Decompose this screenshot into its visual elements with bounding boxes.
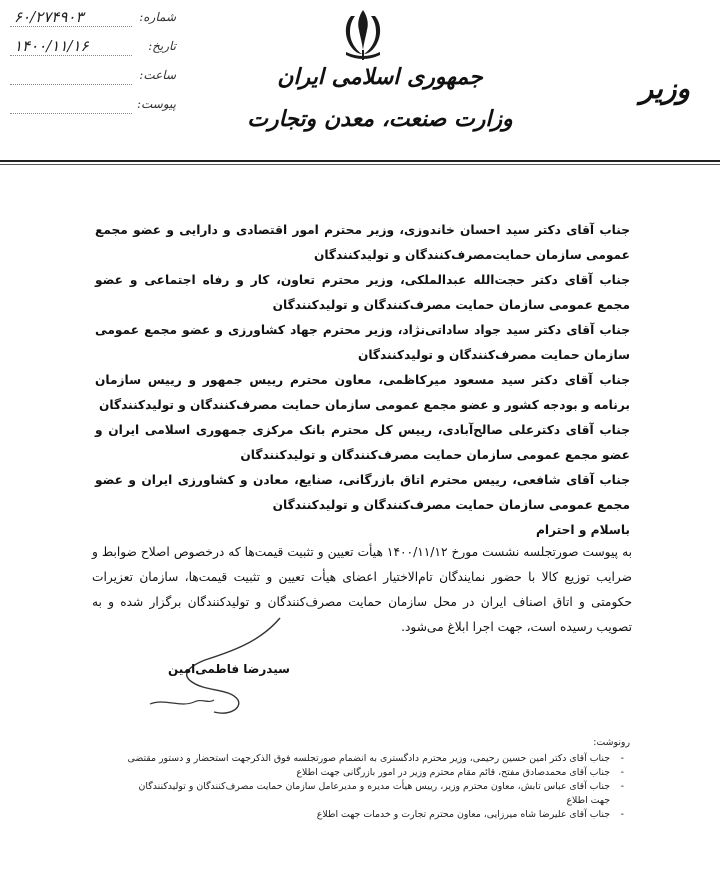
number-value: ۶۰/۲۷۴۹۰۳ bbox=[14, 8, 84, 26]
country-name: جمهوری اسلامی ایران bbox=[277, 64, 483, 90]
number-dotted-line bbox=[10, 26, 132, 27]
attachment-label: پیوست: bbox=[136, 97, 176, 111]
ministry-name: وزارت صنعت، معدن وتجارت bbox=[247, 106, 513, 132]
attachment-dotted-line bbox=[10, 113, 132, 114]
header-divider bbox=[0, 160, 720, 162]
ministry-header bbox=[240, 62, 520, 134]
minister-title: وزیر bbox=[639, 72, 690, 105]
copies-heading: رونوشت: bbox=[593, 737, 630, 748]
copy-recipient: - جناب آقای عباس تابش، معاون محترم وزیر، رییس هیأت مدیره و مدیرعامل سازمان حمایت مصرف‌کنندگان و تولیدکنندگان جهت اطلاع bbox=[120, 780, 630, 808]
date-value: ۱۴۰۰/۱۱/۱۶ bbox=[14, 37, 89, 55]
recipient-line: جناب آقای دکتر سید مسعود میرکاظمی، معاون محترم رییس جمهور و رییس سازمان برنامه و بودجه کشور و عضو مجمع عمومی سازمان حمایت مصرف‌کنندگان و تولیدکنندگان bbox=[95, 373, 630, 412]
recipient-line: جناب آقای شافعی، رییس محترم اتاق بازرگانی، صنایع، معادن و کشاورزی ایران و عضو مجمع عمومی سازمان حمایت مصرف‌کنندگان و تولیدکنندگان bbox=[95, 473, 630, 512]
time-dotted-line bbox=[10, 84, 132, 85]
date-dotted-line bbox=[10, 55, 132, 56]
recipient-line: جناب آقای دکتر سید جواد ساداتی‌نژاد، وزیر محترم جهاد کشاورزی و عضو مجمع عمومی سازمان حمایت مصرف‌کنندگان و تولیدکنندگان bbox=[95, 323, 630, 362]
signatory-name: سیدرضا فاطمی‌امین bbox=[168, 662, 290, 676]
recipient-line: جناب آقای دکتر حجت‌الله عبدالملکی، وزیر محترم تعاون، کار و رفاه اجتماعی و عضو مجمع عمومی سازمان حمایت مصرف‌کنندگان و تولیدکنندگان bbox=[95, 273, 630, 312]
number-row bbox=[6, 8, 176, 30]
copy-recipient: - جناب آقای محمدصادق مفتح، قائم مقام محترم وزیر در امور بازرگانی جهت اطلاع bbox=[120, 766, 630, 780]
number-label: شماره: bbox=[139, 10, 176, 24]
copies-list bbox=[120, 752, 630, 822]
iran-emblem-icon bbox=[338, 6, 388, 62]
copy-recipient: - جناب آقای علیرضا شاه میرزایی، معاون محترم تجارت و خدمات جهت اطلاع bbox=[120, 808, 630, 822]
recipients-block bbox=[95, 218, 630, 543]
date-row bbox=[6, 37, 176, 59]
header-divider-thin bbox=[0, 164, 720, 165]
copy-recipient: - جناب آقای دکتر امین حسین رحیمی، وزیر محترم دادگستری به انضمام صورتجلسه فوق الذکرجهت استحضار و دستور مقتضی bbox=[120, 752, 630, 766]
greeting: باسلام و احترام bbox=[535, 523, 630, 537]
date-label: تاریخ: bbox=[148, 39, 176, 53]
attachment-row bbox=[6, 95, 176, 117]
recipient-line: جناب آقای دکتر سید احسان خاندوزی، وزیر محترم امور اقتصادی و دارایی و عضو مجمع عمومی سازمان حمایت‌مصرف‌کنندگان و تولیدکنندگان bbox=[95, 223, 630, 262]
recipient-line: جناب آقای دکترعلی صالح‌آبادی، رییس کل محترم بانک مرکزی جمهوری اسلامی ایران و عضو مجمع عمومی سازمان حمایت مصرف‌کنندگان و تولیدکنندگان bbox=[95, 423, 630, 462]
copies-block bbox=[120, 736, 630, 822]
time-row bbox=[6, 66, 176, 88]
body-paragraph: به پیوست صورتجلسه نشست مورخ ۱۴۰۰/۱۱/۱۲ هیأت تعیین و تثبیت قیمت‌ها که درخصوص اصلاح ضوابط و ضرایب توزیع کالا با حضور نمایندگان تام‌الاختیار اعضای هیأت تعیین و تثبیت قیمت‌ها، سازمان تعزیرات حکومتی و اتاق اصناف ایران در محل سازمان حمایت مصرف‌کنندگان و تولیدکنندگان برگزار شده و به تصویب رسیده است، جهت اجرا ابلاغ می‌شود. bbox=[92, 545, 632, 634]
letter-meta bbox=[6, 8, 176, 124]
time-label: ساعت: bbox=[139, 68, 176, 82]
